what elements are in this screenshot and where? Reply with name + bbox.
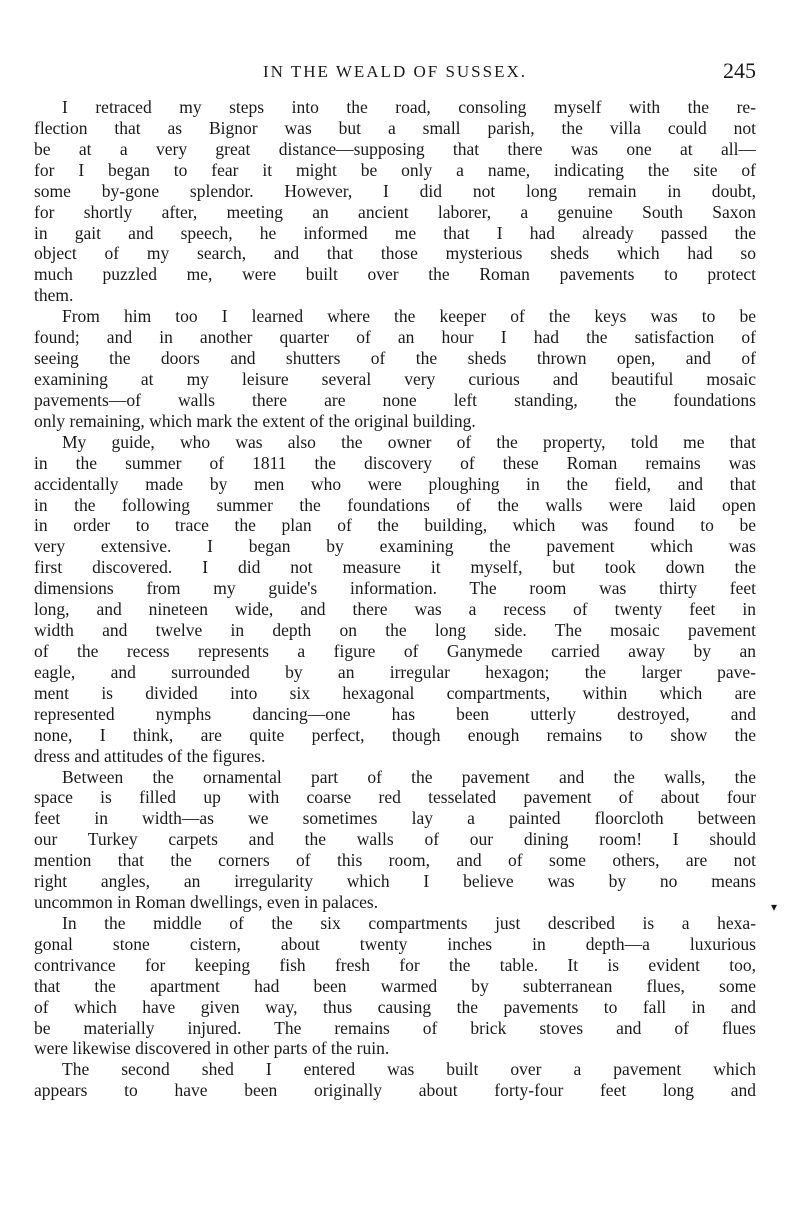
paragraph <box>34 767 756 913</box>
text-line: gonal stone cistern, about twenty inches in depth—a luxurious <box>34 933 756 954</box>
page-number: 245 <box>723 58 756 83</box>
text-line: dimensions from my guide's information. The room was thirty feet <box>34 578 756 599</box>
text-line: object of my search, and that those mysterious sheds which had so <box>34 243 756 264</box>
text-line: of which have given way, thus causing the pavements to fall in and <box>34 996 756 1017</box>
text-line: were likewise discovered in other parts of the ruin. <box>34 1038 390 1059</box>
text-line: From him too I learned where the keeper of the keys was to be <box>62 306 756 327</box>
text-line: them. <box>34 285 74 306</box>
text-line: feet in width—as we sometimes lay a painted floorcloth between <box>34 808 756 829</box>
text-line: in order to trace the plan of the building, which was found to be <box>34 515 756 536</box>
text-line: our Turkey carpets and the walls of our dining room! I should <box>34 829 756 850</box>
text-line: only remaining, which mark the extent of the original building. <box>34 410 476 431</box>
running-head <box>34 58 756 88</box>
text-line: pavements—of walls there are none left standing, the foundations <box>34 389 756 410</box>
text-line: examining at my leisure several very curious and beautiful mosaic <box>34 368 756 389</box>
text-line: seeing the doors and shutters of the sheds thrown open, and of <box>34 348 756 369</box>
text-line: very extensive. I began by examining the pavement which was <box>34 536 756 557</box>
text-line: found; and in another quarter of an hour I had the satisfaction of <box>34 327 756 348</box>
text-line: ment is divided into six hexagonal compartments, within which are <box>34 682 756 703</box>
text-line: none, I think, are quite perfect, though enough remains to show the <box>34 724 756 745</box>
text-line: In the middle of the six compartments just described is a hexa- <box>62 912 756 933</box>
text-line: for I began to fear it might be only a name, indicating the site of <box>34 159 756 180</box>
paragraph <box>34 306 756 432</box>
text-line: My guide, who was also the owner of the property, told me that <box>62 431 756 452</box>
paragraph <box>34 97 756 306</box>
running-title: IN THE WEALD OF SUSSEX. <box>262 62 528 81</box>
text-line: mention that the corners of this room, and of some others, are not <box>34 850 756 871</box>
text-line: accidentally made by men who were ploughing in the field, and that <box>34 473 756 494</box>
text-line: right angles, an irregularity which I believe was by no means <box>34 871 756 892</box>
text-line: much puzzled me, were built over the Roman pavements to protect <box>34 264 756 285</box>
text-line: dress and attitudes of the figures. <box>34 745 266 766</box>
paragraph <box>34 432 756 767</box>
text-line: that the apartment had been warmed by subterranean flues, some <box>34 975 756 996</box>
text-line: in the following summer the foundations of the walls were laid open <box>34 494 756 515</box>
text-line: eagle, and surrounded by an irregular hexagon; the larger pave- <box>34 661 756 682</box>
text-line: width and twelve in depth on the long side. The mosaic pavement <box>34 620 756 641</box>
margin-mark: ▾ <box>771 900 778 914</box>
text-line: in the summer of 1811 the discovery of these Roman remains was <box>34 452 756 473</box>
text-line: of the recess represents a figure of Ganymede carried away by an <box>34 640 756 661</box>
body-text <box>34 97 756 1101</box>
text-line: The second shed I entered was built over a pavement which <box>62 1059 756 1080</box>
text-line: uncommon in Roman dwellings, even in palaces. <box>34 892 379 913</box>
text-line: in gait and speech, he informed me that I had already passed the <box>34 222 756 243</box>
text-line: for shortly after, meeting an ancient laborer, a genuine South Saxon <box>34 201 756 222</box>
text-line: appears to have been originally about forty-four feet long and <box>34 1080 756 1101</box>
text-line: contrivance for keeping fish fresh for the table. It is evident too, <box>34 954 756 975</box>
paragraph <box>34 913 756 1059</box>
text-line: Between the ornamental part of the pavement and the walls, the <box>62 766 756 787</box>
text-line: space is filled up with coarse red tesselated pavement of about four <box>34 787 756 808</box>
text-line: represented nymphs dancing—one has been utterly destroyed, and <box>34 703 756 724</box>
text-line: some by-gone splendor. However, I did not long remain in doubt, <box>34 180 756 201</box>
text-line: I retraced my steps into the road, consoling myself with the re- <box>62 97 756 117</box>
text-line: be at a very great distance—supposing that there was one at all— <box>34 138 756 159</box>
text-line: first discovered. I did not measure it myself, but took down the <box>34 557 756 578</box>
text-line: flection that as Bignor was but a small parish, the villa could not <box>34 117 756 138</box>
text-line: long, and nineteen wide, and there was a recess of twenty feet in <box>34 599 756 620</box>
text-line: be materially injured. The remains of brick stoves and of flues <box>34 1017 756 1038</box>
paragraph <box>34 1059 756 1101</box>
